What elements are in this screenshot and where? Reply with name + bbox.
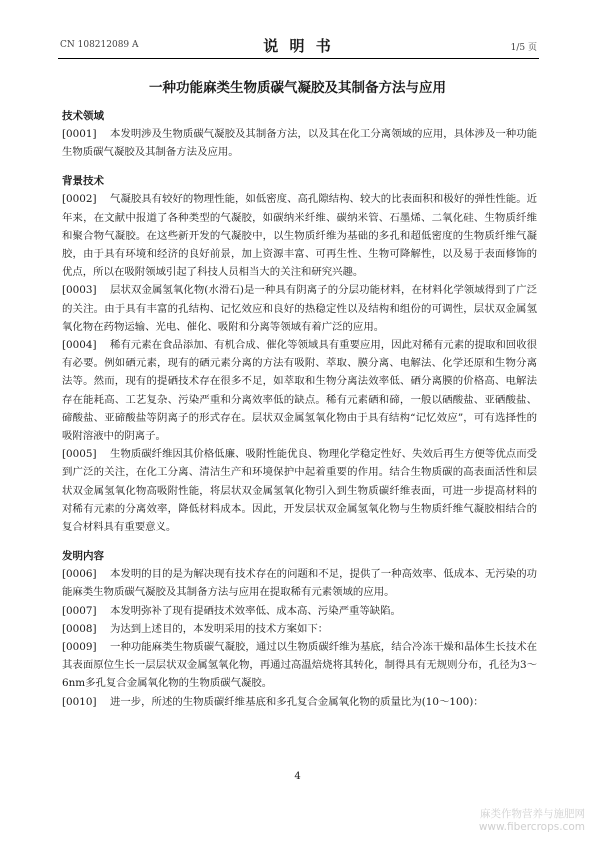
paragraph	[62, 445, 537, 536]
paragraph-number: [0009]	[62, 641, 97, 654]
paragraph	[62, 693, 537, 711]
paragraph-text: 本发明的目的是为解决现有技术存在的问题和不足，提供了一种高效率、低成本、无污染的功能麻类生物质碳气凝胶及其制备方法与应用在提取稀有元素领域的应用。	[62, 568, 537, 599]
paragraph-number: [0003]	[62, 284, 97, 297]
paragraph-text: 层状双金属氢氧化物(水滑石)是一种具有阴离子的分层功能材料，在材料化学领域得到了广泛的关注。由于具有丰富的孔结构、记忆效应和良好的热稳定性以及结构和组份的可调性，层状双金属氢氧化物在药物运输、光电、催化、吸附和分离等领域有着广泛的应用。	[62, 284, 537, 333]
paragraph-text: 本发明涉及生物质碳气凝胶及其制备方法，以及其在化工分离领域的应用，具体涉及一种功能生物质碳气凝胶及其制备方法及应用。	[62, 128, 537, 159]
document-body	[62, 108, 537, 711]
paragraph-number: [0002]	[62, 193, 97, 206]
section-heading-field: 技术领域	[62, 110, 104, 122]
paragraph	[62, 281, 537, 336]
paragraph	[62, 125, 537, 161]
page-indicator: 1/5 页	[510, 43, 537, 53]
paragraph	[62, 336, 537, 445]
paragraph-number: [0008]	[62, 622, 97, 635]
paragraph	[62, 638, 537, 693]
document-type: 说 明 书	[263, 37, 334, 55]
paragraph	[62, 190, 537, 281]
header-rule	[58, 58, 539, 59]
paragraph-text: 稀有元素在食品添加、有机合成、催化等领域具有重要应用，因此对稀有元素的提取和回收很有必要。例如硒元素，现有的硒元素分离的方法有吸附、萃取、膜分离、电解法、化学还原和生物分离法等。然而，现有的提硒技术存在很多不足，如萃取和生物分离法效率低、硒分离膜的价格高、电解法存在能耗高、工艺复杂、污染严重和分离效率低的缺点。稀有元素硒和碲，一般以硒酸盐、亚硒酸盐、碲酸盐、亚碲酸盐等阴离子的形式存在。层状双金属氢氧化物由于具有结构“记忆效应”，可有选择性的吸附溶液中的阴离子。	[62, 339, 537, 443]
section-heading-background: 背景技术	[62, 175, 104, 188]
paragraph-number: [0010]	[62, 695, 97, 708]
paragraph-number: [0001]	[62, 128, 97, 140]
paragraph	[62, 620, 537, 638]
paragraph	[62, 602, 537, 620]
paragraph-number: [0005]	[62, 448, 97, 461]
publication-number: CN 108212089 A	[60, 40, 139, 50]
page-number: 4	[294, 771, 301, 782]
paragraph-text: 一种功能麻类生物质碳气凝胶，通过以生物质碳纤维为基底，结合冷冻干燥和晶体生长技术在其表面原位生长一层层状双金属氢氧化物，再通过高温焙烧将其转化，制得具有无规则分布，孔径为3～6nm多孔复合金属氧化物的生物质碳气凝胶。	[62, 641, 537, 690]
paragraph-number: [0006]	[62, 568, 97, 581]
paragraph-text: 本发明弥补了现有提硒技术效率低、成本高、污染严重等缺陷。	[110, 604, 401, 617]
document-title: 一种功能麻类生物质碳气凝胶及其制备方法与应用	[149, 80, 446, 96]
paragraph	[62, 565, 537, 601]
section-heading-invention: 发明内容	[62, 550, 104, 563]
paragraph-text: 进一步，所述的生物质碳纤维基底和多孔复合金属氧化物的质量比为(10～100)：	[110, 695, 484, 708]
paragraph-text: 生物质碳纤维因其价格低廉、吸附性能优良、物理化学稳定性好、失效后再生方便等优点而受到广泛的关注，在化工分离、清洁生产和环境保护中起着重要的作用。结合生物质碳的高表面活性和层状双金属氢氧化物高吸附性能，将层状双金属氢氧化物引入到生物质碳纤维表面，可进一步提高材料的对稀有元素的分离效率，降低材料成本。因此，开发层状双金属氢氧化物与生物质纤维气凝胶相结合的复合材料具有重要意义。	[62, 448, 537, 534]
watermark	[479, 808, 585, 834]
page-header	[60, 38, 537, 54]
paragraph-number: [0004]	[62, 339, 97, 352]
paragraph-text: 为达到上述目的，本发明采用的技术方案如下：	[110, 622, 329, 635]
watermark-site-name: 麻类作物营养与施肥网	[480, 808, 585, 820]
paragraph-number: [0007]	[62, 604, 97, 617]
watermark-url: www.fibercrops.com	[478, 821, 585, 833]
paragraph-text: 气凝胶具有较好的物理性能，如低密度、高孔隙结构、较大的比表面积和极好的弹性性能。近年来，在文献中报道了各种类型的气凝胶，如碳纳米纤维、碳纳米管、石墨烯、二氧化硅、生物质纤维和聚合物气凝胶。在这些新开发的气凝胶中，以生物质纤维为基础的多孔和超低密度的生物质纤维气凝胶，由于具有环境和经济的良好前景，加上资源丰富、可再生性、生物可降解性，以及易于表面修饰的优点，所以在吸附领域引起了科技人员相当大的关注和研究兴趣。	[62, 193, 537, 279]
